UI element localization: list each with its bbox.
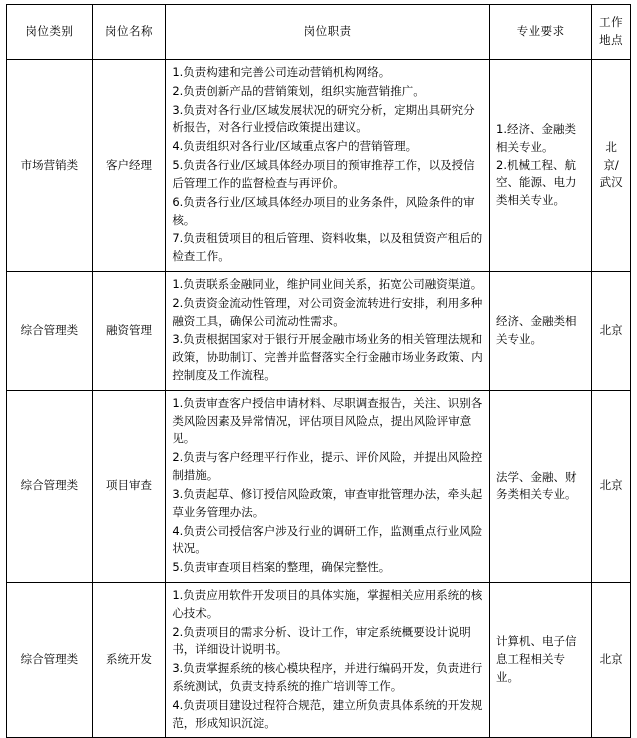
cell-place bbox=[592, 390, 631, 582]
duty-line: 3.负责对各行业/区域发展状况的研究分析，定期出具研究分析报告，对各行业授信政策提出建议。 bbox=[172, 102, 475, 135]
major-line: 1.经济、金融类相关专业。 bbox=[496, 121, 577, 154]
duty-line: 1.负责应用软件开发项目的具体实施，掌握相关应用系统的核心技术。 bbox=[172, 587, 483, 620]
duty-line: 6.负责各行业/区域具体经办项目的业务条件，风险条件的审核。 bbox=[172, 194, 475, 227]
cell-place bbox=[592, 271, 631, 390]
cell-title: 系统开发 bbox=[92, 582, 166, 738]
cell-duties bbox=[166, 390, 490, 582]
cell-major bbox=[490, 271, 592, 390]
duty-line: 4.负责项目建设过程符合规范，建立所负责具体系统的开发规范，形成知识沉淀。 bbox=[172, 697, 483, 730]
duty-line: 2.负责创新产品的营销策划，组织实施营销推广。 bbox=[172, 83, 425, 98]
table-row bbox=[7, 390, 631, 582]
cell-category: 综合管理类 bbox=[7, 582, 93, 738]
duty-line: 5.负责各行业/区域具体经办项目的预审推荐工作，以及授信后管理工作的监督检查与再评价。 bbox=[172, 158, 475, 190]
duty-line: 4.负责公司授信客户涉及行业的调研工作，监测重点行业风险状况。 bbox=[172, 523, 483, 556]
duty-line: 1.负责审查客户授信申请材料、尽职调查报告，关注、识别各类风险因素及异常情况，评估项目风险点，提出风险评审意见。 bbox=[172, 395, 483, 446]
table-row bbox=[7, 582, 631, 738]
duty-line: 2.负责项目的需求分析、设计工作，审定系统概要设计说明书，详细设计说明书。 bbox=[172, 624, 471, 657]
cell-category: 综合管理类 bbox=[7, 390, 93, 582]
major-line: 2.机械工程、航空、能源、电力类相关专业。 bbox=[496, 157, 577, 208]
cell-place bbox=[592, 60, 631, 272]
major-line: 法学、金融、财务类相关专业。 bbox=[496, 469, 577, 502]
place-text: 北京/武汉 bbox=[599, 139, 623, 190]
place-text: 北京 bbox=[599, 652, 623, 667]
table-row bbox=[7, 60, 631, 272]
cell-major bbox=[490, 60, 592, 272]
header-cell-title: 岗位名称 bbox=[92, 5, 166, 60]
place-text: 北京 bbox=[599, 478, 623, 493]
cell-duties bbox=[166, 271, 490, 390]
cell-major bbox=[490, 390, 592, 582]
duty-line: 7.负责租赁项目的租后管理、资料收集，以及租赁资产租后的检查工作。 bbox=[172, 231, 483, 264]
cell-title: 客户经理 bbox=[92, 60, 166, 272]
cell-duties bbox=[166, 582, 490, 738]
header-row bbox=[7, 5, 631, 60]
major-line: 经济、金融类相关专业。 bbox=[496, 314, 577, 346]
table-body bbox=[7, 60, 631, 738]
duty-line: 3.负责根据国家对于银行开展金融市场业务的相关管理法规和政策，协助制订、完善并监督落实全行金融市场业务政策、内控制度及工作流程。 bbox=[172, 332, 483, 382]
duty-line: 5.负责审查项目档案的整理，确保完整性。 bbox=[172, 560, 391, 575]
cell-category: 市场营销类 bbox=[7, 60, 93, 272]
cell-title: 融资管理 bbox=[92, 271, 166, 390]
duty-line: 3.负责掌握系统的核心模块程序，并进行编码开发，负责进行系统测试，负责支持系统的推广培训等工作。 bbox=[172, 661, 483, 693]
place-text: 北京 bbox=[599, 322, 623, 337]
job-positions-table bbox=[6, 4, 631, 738]
duty-line: 2.负责与客户经理平行作业，提示、评价风险，并提出风险控制措施。 bbox=[172, 450, 483, 483]
header-cell-major: 专业要求 bbox=[490, 5, 592, 60]
duty-line: 4.负责组织对各行业/区域重点客户的营销管理。 bbox=[172, 139, 418, 154]
cell-title: 项目审查 bbox=[92, 390, 166, 582]
duty-line: 3.负责起草、修订授信风险政策，审查审批管理办法，牵头起草业务管理办法。 bbox=[172, 486, 483, 519]
major-line: 计算机、电子信息工程相关专业。 bbox=[496, 634, 577, 685]
cell-duties bbox=[166, 60, 490, 272]
header-cell-category: 岗位类别 bbox=[7, 5, 93, 60]
duty-line: 1.负责联系金融同业，维护同业间关系，拓宽公司融资渠道。 bbox=[172, 276, 483, 291]
cell-category: 综合管理类 bbox=[7, 271, 93, 390]
duty-line: 1.负责构建和完善公司连动营销机构网络。 bbox=[172, 65, 391, 79]
table-row bbox=[7, 271, 631, 390]
cell-major bbox=[490, 582, 592, 738]
header-cell-duties: 岗位职责 bbox=[166, 5, 490, 60]
cell-place bbox=[592, 582, 631, 738]
table-header bbox=[7, 5, 631, 60]
header-cell-place: 工作地点 bbox=[592, 5, 631, 60]
duty-line: 2.负责资金流动性管理，对公司资金流转进行安排，利用多种融资工具，确保公司流动性需求。 bbox=[172, 295, 483, 328]
